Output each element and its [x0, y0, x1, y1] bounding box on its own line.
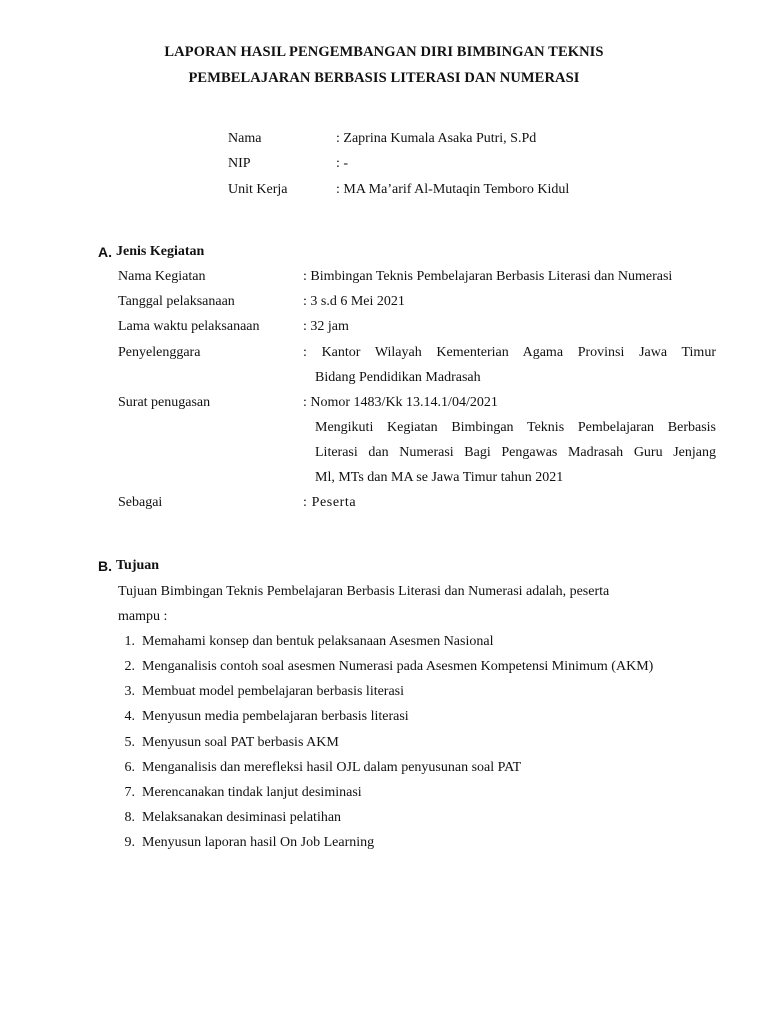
- surat-description-line-1: Mengikuti Kegiatan Bimbingan Teknis Pembelajaran Berbasis: [315, 420, 716, 435]
- list-item: Menyusun laporan hasil On Job Learning: [142, 835, 375, 850]
- row-label-lama-waktu: Lama waktu pelaksanaan: [118, 319, 260, 334]
- list-item-number: 7.: [124, 785, 135, 800]
- section-b-intro-line-2: mampu :: [118, 609, 168, 624]
- row-value-nama-kegiatan: : Bimbingan Teknis Pembelajaran Berbasis Literasi dan Numerasi: [303, 269, 673, 284]
- row-value-lama-waktu: : 32 jam: [303, 319, 349, 334]
- section-a-letter: A.: [98, 244, 112, 260]
- section-b-intro-line-1: Tujuan Bimbingan Teknis Pembelajaran Berbasis Literasi dan Numerasi adalah, peserta: [118, 584, 610, 599]
- list-item: Menganalisis contoh soal asesmen Numerasi pada Asesmen Kompetensi Minimum (AKM): [142, 659, 654, 674]
- list-item-number: 1.: [124, 634, 135, 649]
- list-item-number: 4.: [124, 709, 135, 724]
- identity-label-nama: Nama: [228, 131, 262, 146]
- list-item-number: 3.: [124, 684, 135, 699]
- identity-value-nip: : -: [336, 156, 349, 171]
- list-item-number: 6.: [124, 760, 135, 775]
- identity-value-nama: : Zaprina Kumala Asaka Putri, S.Pd: [336, 131, 537, 146]
- row-value-penyelenggara-cont: Bidang Pendidikan Madrasah: [315, 370, 481, 385]
- list-item: Memahami konsep dan bentuk pelaksanaan Asesmen Nasional: [142, 634, 494, 649]
- list-item: Menyusun media pembelajaran berbasis literasi: [142, 709, 409, 724]
- list-item: Merencanakan tindak lanjut desiminasi: [142, 785, 362, 800]
- document-title-line-1: LAPORAN HASIL PENGEMBANGAN DIRI BIMBINGAN TEKNIS: [164, 44, 604, 60]
- section-b-title: Tujuan: [116, 558, 160, 573]
- list-item-number: 2.: [124, 659, 135, 674]
- list-item: Menganalisis dan merefleksi hasil OJL dalam penyusunan soal PAT: [142, 760, 522, 775]
- list-item: Melaksanakan desiminasi pelatihan: [142, 810, 342, 825]
- list-item: Membuat model pembelajaran berbasis literasi: [142, 684, 405, 699]
- row-value-sebagai: : Peserta: [303, 495, 357, 510]
- section-a-title: Jenis Kegiatan: [116, 244, 205, 259]
- row-label-surat-penugasan: Surat penugasan: [118, 395, 211, 410]
- row-label-sebagai: Sebagai: [118, 495, 163, 510]
- row-label-penyelenggara: Penyelenggara: [118, 345, 201, 360]
- identity-label-unit-kerja: Unit Kerja: [228, 182, 288, 197]
- list-item-number: 5.: [124, 735, 135, 750]
- document-title-line-2: PEMBELAJARAN BERBASIS LITERASI DAN NUMERASI: [188, 70, 580, 86]
- identity-label-nip: NIP: [228, 156, 251, 171]
- surat-description-line-2: Literasi dan Numerasi Bagi Pengawas Madrasah Guru Jenjang: [315, 445, 716, 460]
- surat-description-line-3: Ml, MTs dan MA se Jawa Timur tahun 2021: [315, 470, 564, 485]
- row-label-nama-kegiatan: Nama Kegiatan: [118, 269, 206, 284]
- list-item-number: 9.: [124, 835, 135, 850]
- row-value-surat-penugasan: : Nomor 1483/Kk 13.14.1/04/2021: [303, 395, 498, 410]
- row-label-tanggal: Tanggal pelaksanaan: [118, 294, 235, 309]
- list-item-number: 8.: [124, 810, 135, 825]
- row-value-tanggal: : 3 s.d 6 Mei 2021: [303, 294, 405, 309]
- identity-value-unit-kerja: : MA Ma’arif Al-Mutaqin Temboro Kidul: [336, 182, 570, 197]
- section-b-letter: B.: [98, 558, 112, 574]
- list-item: Menyusun soal PAT berbasis AKM: [142, 735, 339, 750]
- row-value-penyelenggara: : Kantor Wilayah Kementerian Agama Provinsi Jawa Timur: [303, 345, 716, 360]
